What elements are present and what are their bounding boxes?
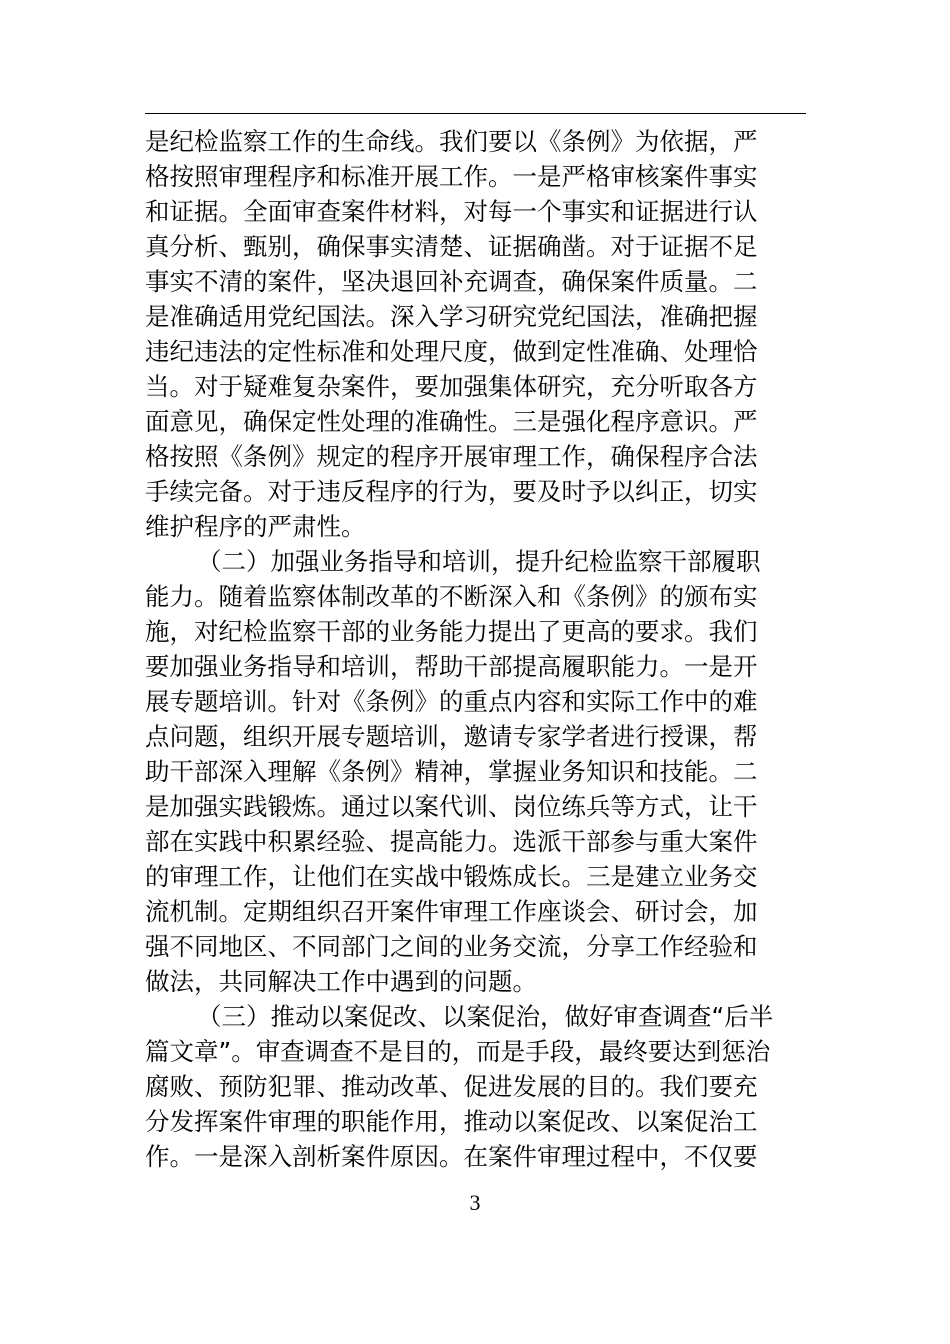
text-line: 是纪检监察工作的生命线。我们要以《条例》为依据，严 — [145, 127, 758, 156]
text-line: 点问题，组织开展专题培训，邀请专家学者进行授课，帮 — [145, 722, 758, 751]
text-line: 要加强业务指导和培训，帮助干部提高履职能力。一是开 — [145, 652, 758, 681]
text-line: 是准确适用党纪国法。深入学习研究党纪国法，准确把握 — [145, 302, 758, 331]
document-body — [145, 124, 845, 1174]
text-line: 违纪违法的定性标准和处理尺度，做到定性准确、处理恰 — [145, 337, 758, 366]
text-line: 格按照审理程序和标准开展工作。一是严格审核案件事实 — [145, 162, 758, 191]
text-line: 流机制。定期组织召开案件审理工作座谈会、研讨会，加 — [145, 897, 758, 926]
text-line: 展专题培训。针对《条例》的重点内容和实际工作中的难 — [145, 687, 758, 716]
text-line: 分发挥案件审理的职能作用，推动以案促改、以案促治工 — [145, 1107, 758, 1136]
page-number: 3 — [469, 1190, 481, 1215]
text-line: 当。对于疑难复杂案件，要加强集体研究，充分听取各方 — [145, 372, 758, 401]
text-line: 真分析、甄别，确保事实清楚、证据确凿。对于证据不足 — [145, 232, 758, 261]
header-rule — [145, 113, 806, 114]
text-line: 做法，共同解决工作中遇到的问题。 — [145, 967, 537, 996]
text-line: 作。一是深入剖析案件原因。在案件审理过程中，不仅要 — [145, 1142, 758, 1171]
text-line: 格按照《条例》规定的程序开展审理工作，确保程序合法 — [145, 442, 758, 471]
paragraph-first-line: （三）推动以案促改、以案促治，做好审查调查“后半 — [197, 1002, 774, 1031]
text-line: 是加强实践锻炼。通过以案代训、岗位练兵等方式，让干 — [145, 792, 758, 821]
text-line: 施，对纪检监察干部的业务能力提出了更高的要求。我们 — [145, 617, 758, 646]
text-line: 面意见，确保定性处理的准确性。三是强化程序意识。严 — [145, 407, 758, 436]
paragraph-first-line: （二）加强业务指导和培训，提升纪检监察干部履职 — [197, 547, 761, 576]
text-line: 的审理工作，让他们在实战中锻炼成长。三是建立业务交 — [145, 862, 758, 891]
text-line: 助干部深入理解《条例》精神，掌握业务知识和技能。二 — [145, 757, 758, 786]
text-line: 能力。随着监察体制改革的不断深入和《条例》的颁布实 — [145, 582, 758, 611]
text-line: 手续完备。对于违反程序的行为，要及时予以纠正，切实 — [145, 477, 758, 506]
text-line: 部在实践中积累经验、提高能力。选派干部参与重大案件 — [145, 827, 758, 856]
text-line: 强不同地区、不同部门之间的业务交流，分享工作经验和 — [145, 932, 758, 961]
text-line: 和证据。全面审查案件材料，对每一个事实和证据进行认 — [145, 197, 758, 226]
text-line: 维护程序的严肃性。 — [145, 512, 366, 541]
text-line: 腐败、预防犯罪、推动改革、促进发展的目的。我们要充 — [145, 1072, 758, 1101]
text-line: 篇文章”。审查调查不是目的，而是手段，最终要达到惩治 — [145, 1037, 771, 1066]
text-line: 事实不清的案件，坚决退回补充调查，确保案件质量。二 — [145, 267, 758, 296]
